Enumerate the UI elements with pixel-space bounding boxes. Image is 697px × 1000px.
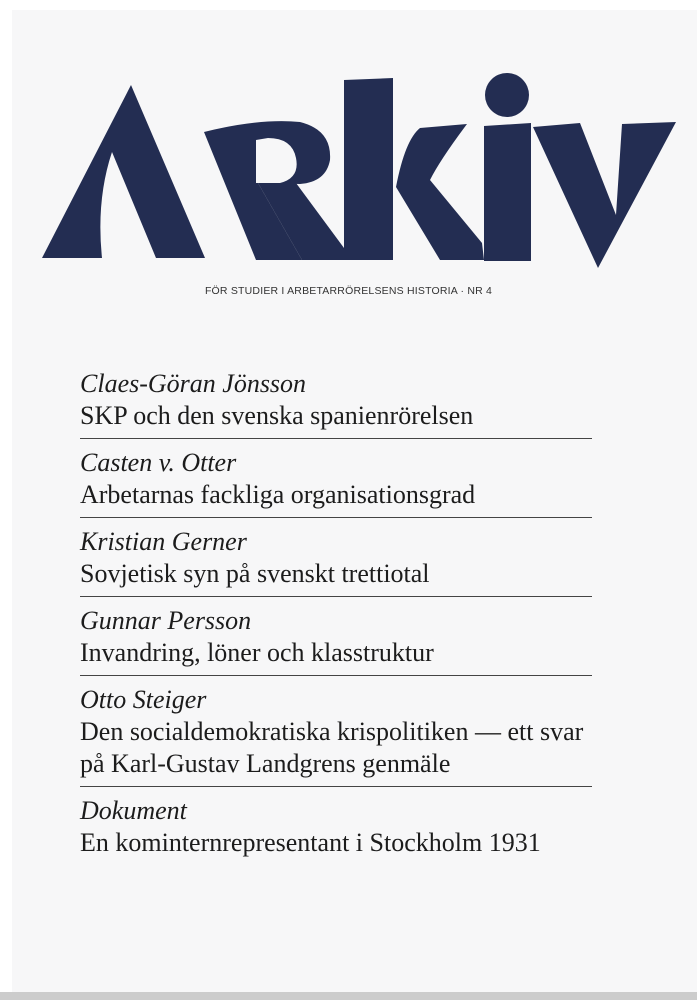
article-title: SKP och den svenska spanienrörelsen <box>80 401 474 430</box>
article-author: Gunnar Persson <box>80 606 252 635</box>
logo-letter-k-stem <box>344 78 393 260</box>
arkiv-logo <box>0 0 697 290</box>
article-entry <box>80 526 592 597</box>
logo-letter-a <box>42 85 205 258</box>
logo-letter-k-arm <box>396 124 484 260</box>
article-author: Claes-Göran Jönsson <box>80 369 307 398</box>
article-entry <box>80 447 592 518</box>
article-author: Dokument <box>80 796 187 825</box>
article-entry <box>80 795 592 865</box>
article-title: Den socialdemokratiska krispolitiken — ett svar på Karl-Gustav Landgrens genmäle <box>80 717 584 778</box>
logo-letter-i-stem <box>484 123 531 261</box>
subtitle: FÖR STUDIER I ARBETARRÖRELSENS HISTORIA · NR 4 <box>204 285 493 297</box>
article-author: Otto Steiger <box>80 685 207 714</box>
page-edge <box>0 992 697 1000</box>
article-author: Casten v. Otter <box>80 448 237 477</box>
article-title: Invandring, löner och klasstruktur <box>80 638 434 667</box>
article-entry <box>80 368 592 439</box>
article-entry <box>80 684 592 787</box>
article-title: En kominternrepresentant i Stockholm 1931 <box>80 828 541 857</box>
table-of-contents <box>80 368 592 873</box>
article-author: Kristian Gerner <box>80 527 247 556</box>
article-entry <box>80 605 592 676</box>
article-title: Arbetarnas fackliga organisationsgrad <box>80 480 476 509</box>
logo-letter-v <box>533 122 676 268</box>
article-title: Sovjetisk syn på svenskt trettiotal <box>80 559 430 588</box>
logo-letter-i-dot <box>485 73 529 117</box>
